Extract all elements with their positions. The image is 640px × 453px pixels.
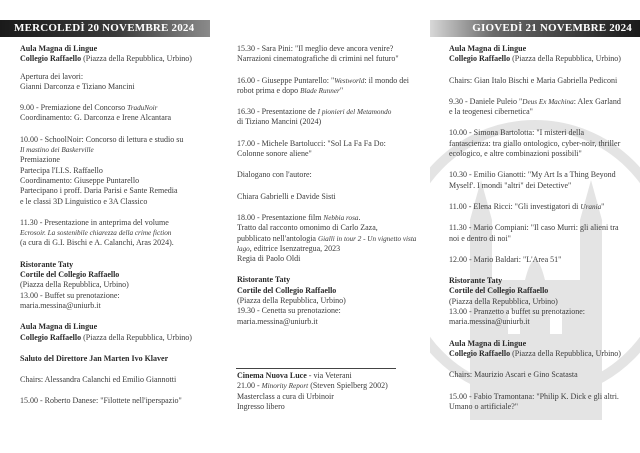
- event-baldari: 12.00 - Mario Baldari: "L'Area 51": [449, 254, 562, 264]
- event-film-anthology: pubblicato nell'antologia Gialli in tour 2 - Un vignetto vista: [237, 233, 417, 243]
- venue-name: Aula Magna di Lingue: [449, 44, 527, 53]
- restaurant-college: Cortile del Collegio Raffaello: [237, 285, 337, 295]
- dialog-names: Chiara Gabrielli e Davide Sisti: [237, 191, 336, 201]
- event-schoolnoir-profs: Partecipano i proff. Daria Parisi e Sante Remedia: [20, 186, 178, 196]
- column-wednesday-afternoon: [237, 44, 427, 412]
- restaurant-address: (Piazza della Repubblica, Urbino): [237, 296, 346, 306]
- event-preview-title: Ecrosoir. La sostenibile chiarezza della crime fiction: [20, 229, 172, 238]
- event-gianotti-line2: Myself'. I mondi "altri" dei Detective": [449, 180, 572, 190]
- event-preview-editors: (a cura di G.I. Bischi e A. Calanchi, Aras 2024).: [20, 238, 174, 248]
- chairs-line: Chairs: Maurizio Ascari e Gino Scatasta: [449, 370, 578, 380]
- event-film-publisher: lago, editrice Isenzatregua, 2023: [237, 243, 341, 253]
- booking-email[interactable]: maria.messina@uniurb.it: [237, 316, 318, 326]
- event-bartolucci-line2: Colonne sonore aliene": [237, 149, 312, 159]
- booking-email[interactable]: maria.messina@uniurb.it: [20, 300, 101, 310]
- event-compiani-line2: noi e dentro di noi": [449, 233, 511, 243]
- masterclass-line: Masterclass a cura di Urbinoir: [237, 391, 334, 401]
- event-film: 18.00 - Presentazione film Nebbia rosa.: [237, 212, 361, 222]
- event-bartolucci: 17.00 - Michele Bartolucci: "Sol La Fa Fa Do:: [237, 138, 386, 148]
- event-puntarello: 16.00 - Giuseppe Puntarello: "Westworld: il mondo dei: [237, 75, 410, 85]
- venue-address: Collegio Raffaello (Piazza della Repubblica, Urbino): [449, 348, 621, 358]
- header-title-wednesday: MERCOLEDÌ 20 NOVEMBRE 2024: [14, 22, 195, 34]
- dialog-label: Dialogano con l'autore:: [237, 170, 312, 180]
- day-header-wednesday: [0, 20, 210, 37]
- dinner-line: 19.30 - Cenetta su prenotazione:: [237, 306, 341, 316]
- day-header-thursday: [430, 20, 640, 37]
- event-tramontana-line2: Umano o artificiale?": [449, 401, 519, 411]
- lunch-line: 13.00 - Pranzetto a buffet su prenotazione:: [449, 307, 586, 317]
- section-divider: [236, 368, 396, 369]
- restaurant-name: Ristorante Taty: [20, 259, 74, 269]
- chairs-line: Chairs: Alessandra Calanchi ed Emilio Giannotti: [20, 375, 177, 385]
- director-greeting: Saluto del Direttore Jan Marten Ivo Klaver: [20, 353, 169, 363]
- event-bartolotta-line2: fantascienza: tra giallo ontologico, cyber-noir, thriller: [449, 138, 621, 148]
- restaurant-name: Ristorante Taty: [237, 275, 291, 285]
- venue-name: Aula Magna di Lingue: [20, 322, 98, 332]
- event-pionieri-author: di Tiziano Mancini (2024): [237, 117, 322, 127]
- restaurant-address: (Piazza della Repubblica, Urbino): [20, 280, 129, 290]
- event-tramontana: 15.00 - Fabio Tramontana: "Philip K. Dick e gli altri.: [449, 391, 619, 401]
- event-film-director: Regia di Paolo Oldi: [237, 254, 301, 264]
- event-bartolotta-line3: ecologico, e altre combinazioni possibili": [449, 149, 582, 159]
- event-prize-coord: Coordinamento: G. Darconza e Irene Alcantara: [20, 113, 172, 123]
- event-pini-line2: Narrazioni cinematografiche di crimini nel futuro": [237, 54, 399, 64]
- event-film-source: Tratto dal racconto omonimo di Carlo Zaza,: [237, 223, 378, 233]
- event-pionieri: 16.30 - Presentazione de I pionieri del Metamondo: [237, 107, 392, 117]
- event-preview: 11.30 - Presentazione in anteprima del volume: [20, 217, 169, 227]
- event-compiani: 11.30 - Mario Compiani: "Il caso Murri: gli alieni tra: [449, 223, 619, 233]
- event-puntarello-line2: robot prima e dopo Blade Runner": [237, 85, 344, 95]
- buffet-line: 13.00 - Buffet su prenotazione:: [20, 290, 120, 300]
- event-schoolnoir-title: Il mastino dei Baskerville: [20, 146, 94, 155]
- event-schoolnoir: 10.00 - SchoolNoir: Concorso di lettura e studio su: [20, 134, 184, 144]
- opening-names: Gianni Darconza e Tiziano Mancini: [20, 81, 135, 91]
- venue-name: Aula Magna di Lingue: [20, 44, 98, 53]
- column-wednesday-morning: [20, 44, 215, 407]
- entry-line: Ingresso libero: [237, 401, 285, 411]
- event-prize: 9.00 - Premiazione del Concorso TraduNoir: [20, 103, 158, 113]
- venue-address: Collegio Raffaello (Piazza della Repubblica, Urbino): [20, 54, 192, 64]
- event-puleio-line2: e la teogenesi cibernetica": [449, 107, 533, 117]
- restaurant-college: Cortile del Collegio Raffaello: [20, 270, 120, 280]
- event-schoolnoir-award: Premiazione: [20, 155, 60, 165]
- opening-label: Apertura dei lavori:: [20, 71, 84, 81]
- event-schoolnoir-coord: Coordinamento: Giuseppe Puntarello: [20, 175, 140, 185]
- event-bartolotta: 10.00 - Simona Bartolotta: "I misteri della: [449, 128, 585, 138]
- event-gianotti: 10.30 - Emilio Gianotti: "My Art Is a Thing Beyond: [449, 170, 616, 180]
- event-minority-report: 21.00 - Minority Report (Steven Spielberg 2002): [237, 381, 388, 391]
- cinema-venue: Cinema Nuova Luce - via Veterani: [237, 370, 352, 380]
- booking-email[interactable]: maria.messina@uniurb.it: [449, 317, 530, 327]
- restaurant-address: (Piazza della Repubblica, Urbino): [449, 296, 558, 306]
- chairs-line: Chairs: Gian Italo Bischi e Maria Gabriella Pediconi: [449, 75, 618, 85]
- event-puleio: 9.30 - Daniele Puleio "Deus Ex Machina: Alex Garland: [449, 96, 621, 106]
- restaurant-name: Ristorante Taty: [449, 276, 503, 286]
- event-pini: 15.30 - Sara Pini: "Il meglio deve ancora venire?: [237, 44, 394, 53]
- event-danese: 15.00 - Roberto Danese: "Filottete nell'iperspazio": [20, 396, 182, 406]
- event-schoolnoir-classes: e le classi 3D Linguistico e 3A Classico: [20, 196, 148, 206]
- restaurant-college: Cortile del Collegio Raffaello: [449, 286, 549, 296]
- event-ricci: 11.00 - Elena Ricci: "Gli investigatori di Urania": [449, 201, 605, 211]
- venue-address: Collegio Raffaello (Piazza della Repubblica, Urbino): [20, 332, 192, 342]
- venue-name: Aula Magna di Lingue: [449, 338, 527, 348]
- venue-address: Collegio Raffaello (Piazza della Repubblica, Urbino): [449, 54, 621, 64]
- event-schoolnoir-participant: Partecipa l'I.I.S. Raffaello: [20, 165, 103, 175]
- column-thursday: [449, 44, 637, 412]
- header-title-thursday: GIOVEDÌ 21 NOVEMBRE 2024: [472, 22, 632, 34]
